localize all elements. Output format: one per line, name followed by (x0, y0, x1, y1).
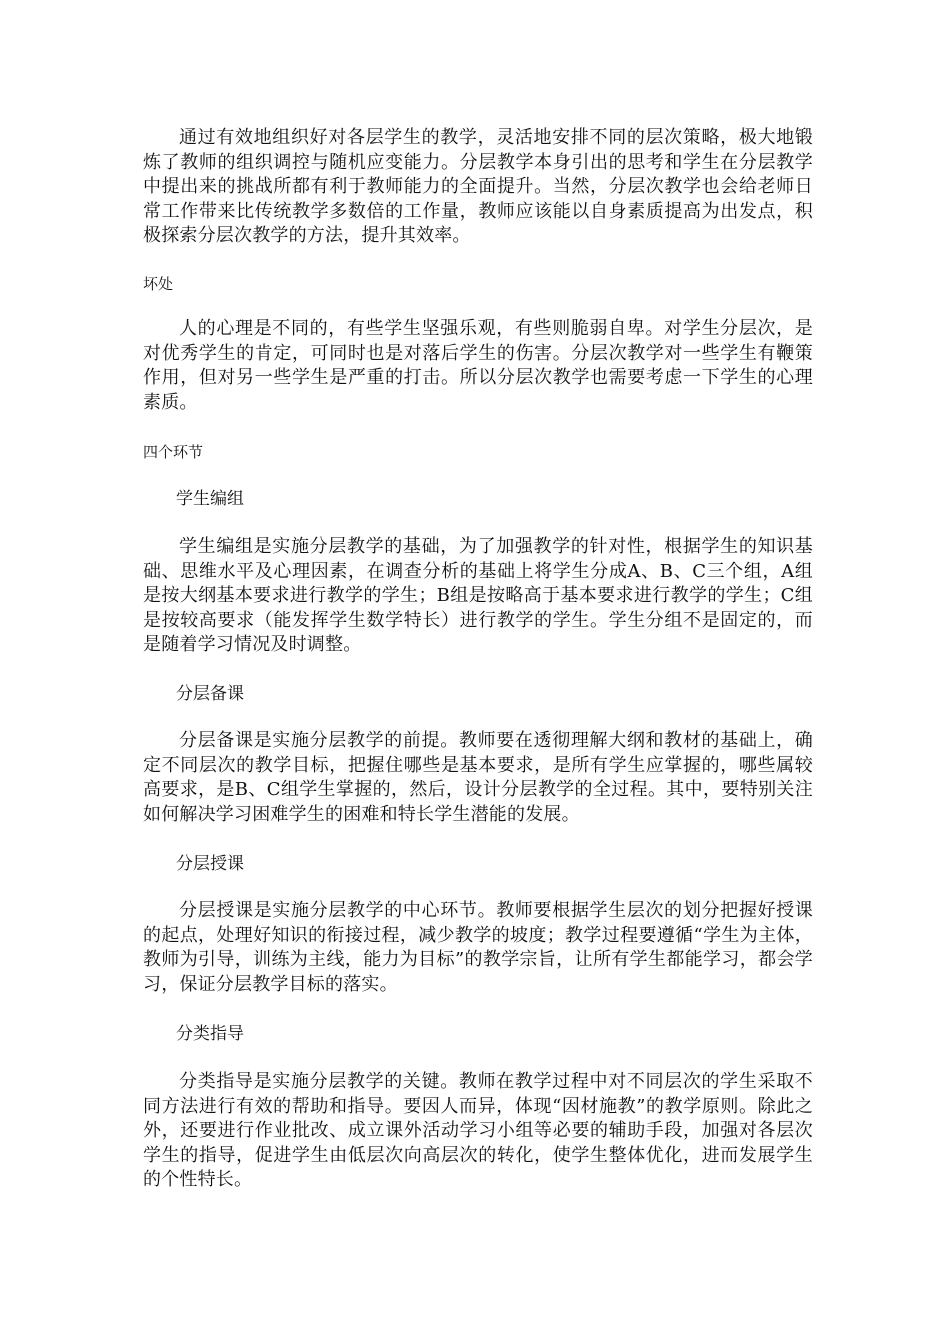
section-body-lesson-prep: 分层备课是实施分层教学的前提。教师要在透彻理解大纲和教材的基础上，确定不同层次的教学目标，把握住哪些是基本要求，是所有学生应掌握的，哪些属较高要求，是B、C组学生掌握的，然后，设计分层教学的全过程。其中，要特别关注如何解决学习困难学生的困难和特长学生潜能的发展。 (143, 730, 813, 825)
section-title-teaching: 分层授课 (176, 854, 244, 874)
section-title-lesson-prep: 分层备课 (176, 684, 244, 704)
section-body-grouping: 学生编组是实施分层教学的基础，为了加强教学的针对性，根据学生的知识基础、思维水平及心理因素，在调查分析的基础上将学生分成A、B、C三个组，A组是按大纲基本要求进行教学的学生；B组是按略高于基本要求进行教学的学生；C组是按较高要求（能发挥学生数学特长）进行教学的学生。学生分组不是固定的，而是随着学习情况及时调整。 (143, 536, 813, 656)
disadvantage-heading: 坏处 (143, 275, 174, 293)
disadvantage-paragraph: 人的心理是不同的，有些学生坚强乐观，有些则脆弱自卑。对学生分层次，是对优秀学生的肯定，可同时也是对落后学生的伤害。分层次教学对一些学生有鞭策作用，但对另一些学生是严重的打击。所以分层次教学也需要考虑一下学生的心理素质。 (143, 318, 813, 413)
intro-paragraph: 通过有效地组织好对各层学生的教学，灵活地安排不同的层次策略，极大地锻炼了教师的组织调控与随机应变能力。分层教学本身引出的思考和学生在分层教学中提出来的挑战所都有利于教师能力的全面提升。当然，分层次教学也会给老师日常工作带来比传统教学多数倍的工作量，教师应该能以自身素质提高为出发点，积极探索分层次教学的方法，提升其效率。 (143, 127, 813, 247)
four-steps-heading: 四个环节 (143, 443, 204, 461)
section-title-guidance: 分类指导 (176, 1024, 244, 1044)
section-body-teaching: 分层授课是实施分层教学的中心环节。教师要根据学生层次的划分把握好授课的起点，处理好知识的衔接过程，减少教学的坡度；教学过程要遵循“学生为主体，教师为引导，训练为主线，能力为目标”的教学宗旨，让所有学生都能学习，都会学习，保证分层教学目标的落实。 (143, 900, 813, 995)
section-body-guidance: 分类指导是实施分层教学的关键。教师在教学过程中对不同层次的学生采取不同方法进行有效的帮助和指导。要因人而异，体现“因材施教”的教学原则。除此之外，还要进行作业批改、成立课外活动学习小组等必要的辅助手段，加强对各层次学生的指导，促进学生由低层次向高层次的转化，使学生整体优化，进而发展学生的个性特长。 (143, 1071, 813, 1191)
section-title-grouping: 学生编组 (176, 489, 244, 509)
